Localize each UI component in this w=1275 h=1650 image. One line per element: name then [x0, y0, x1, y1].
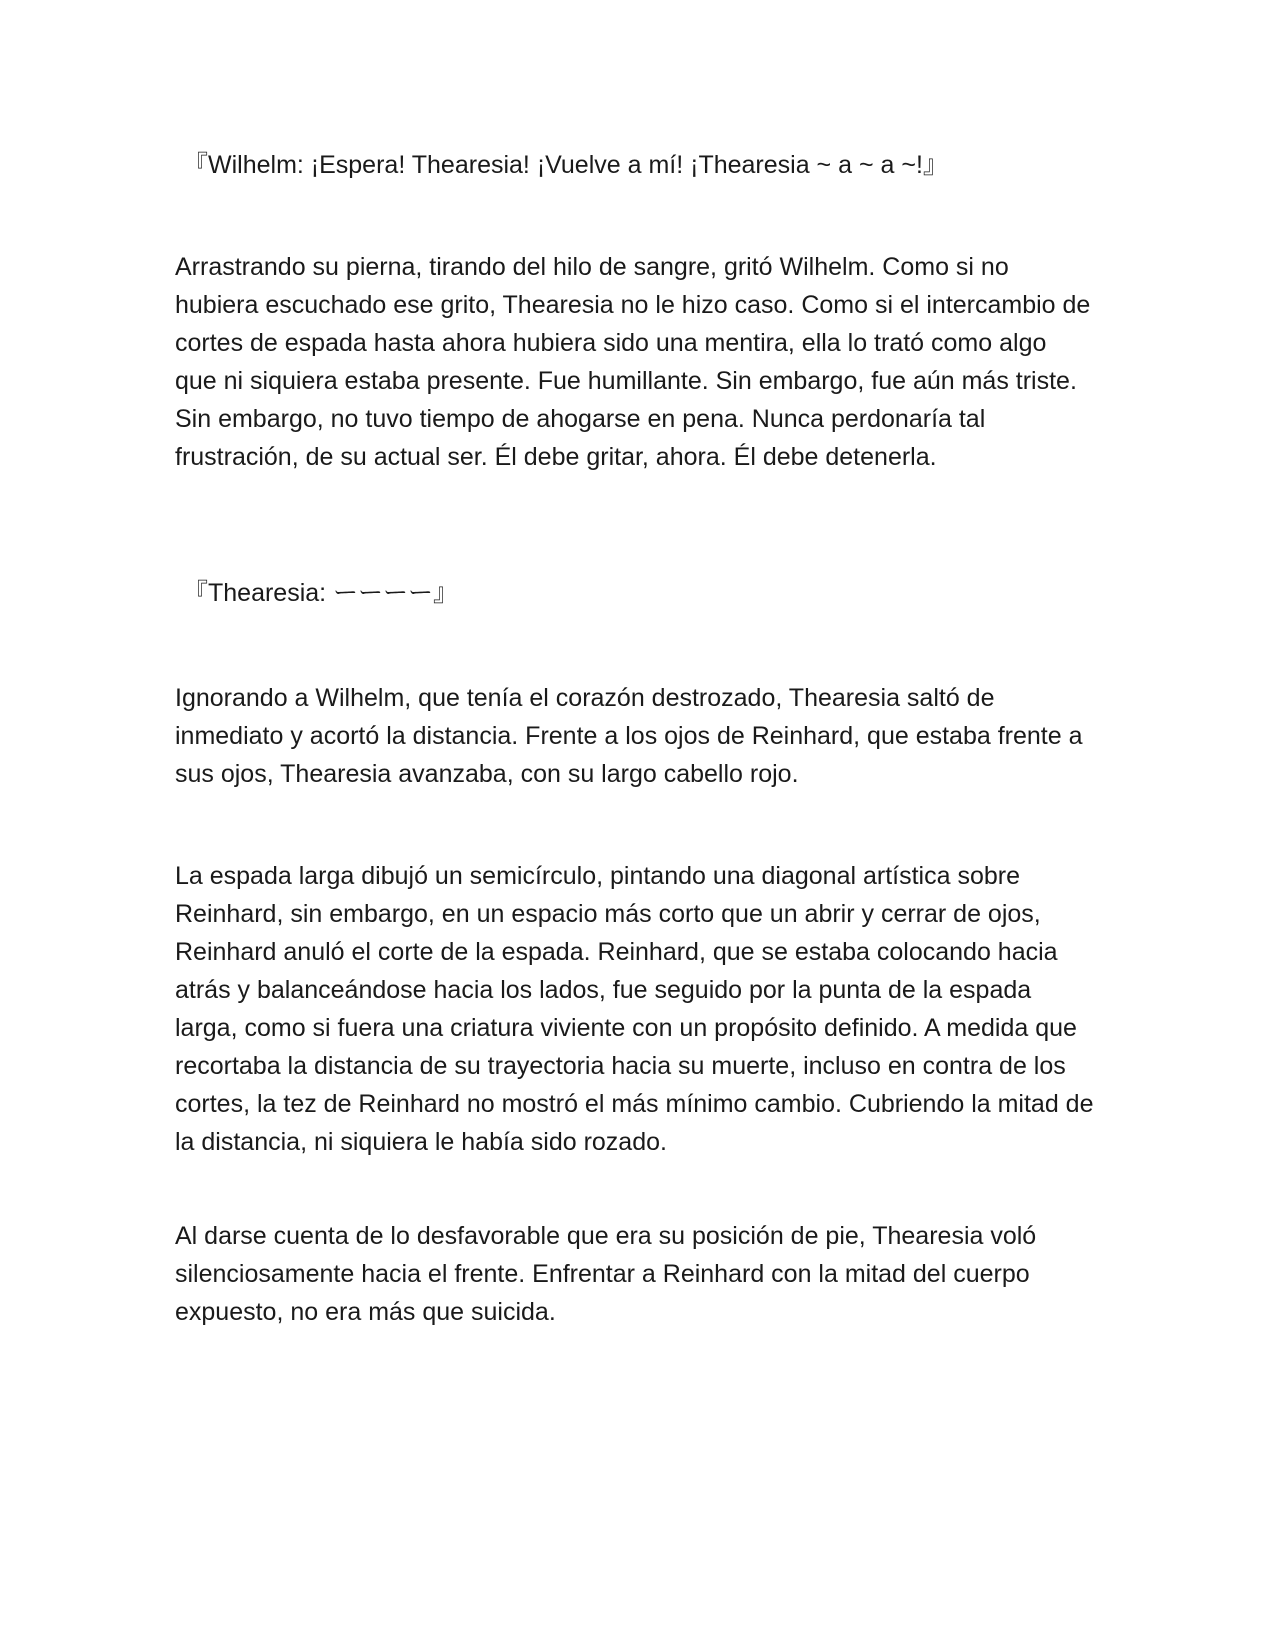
paragraph-3: La espada larga dibujó un semicírculo, pintando una diagonal artística sobre Reinhard, sin embargo, en un espacio más corto que un abrir y cerrar de ojos, Reinhard anuló el corte de la espada. Reinhard, que se estaba colocando hacia atrás y balanceándose hacia los lados, fue seguido por la punta de la espada larga, como si fuera una criatura viviente con un propósito definido. A medida que recortaba la distancia de su trayectoria hacia su muerte, incluso en contra de los cortes, la tez de Reinhard no mostró el más mínimo cambio. Cubriendo la mitad de la distancia, ni siquiera le había sido rozado.: [175, 862, 1094, 1156]
paragraph-1: Arrastrando su pierna, tirando del hilo de sangre, gritó Wilhelm. Como si no hubiera escuchado ese grito, Thearesia no le hizo caso. Como si el intercambio de cortes de espada hasta ahora hubiera sido una mentira, ella lo trató como algo que ni siquiera estaba presente. Fue humillante. Sin embargo, fue aún más triste. Sin embargo, no tuvo tiempo de ahogarse en pena. Nunca perdonaría tal frustración, de su actual ser. Él debe gritar, ahora. Él debe detenerla.: [175, 253, 1091, 471]
paragraph-4: Al darse cuenta de lo desfavorable que era su posición de pie, Thearesia voló silenciosamente hacia el frente. Enfrentar a Reinhard con la mitad del cuerpo expuesto, no era más que suicida.: [175, 1222, 1037, 1326]
dialogue-thearesia: 『Thearesia: ーーーー』: [183, 579, 459, 607]
paragraph-2: Ignorando a Wilhelm, que tenía el corazón destrozado, Thearesia saltó de inmediato y acortó la distancia. Frente a los ojos de Reinhard, que estaba frente a sus ojos, Thearesia avanzaba, con su largo cabello rojo.: [175, 684, 1083, 788]
dialogue-wilhelm: 『Wilhelm: ¡Espera! Thearesia! ¡Vuelve a mí! ¡Thearesia ~ a ~ a ~!』: [183, 151, 948, 179]
